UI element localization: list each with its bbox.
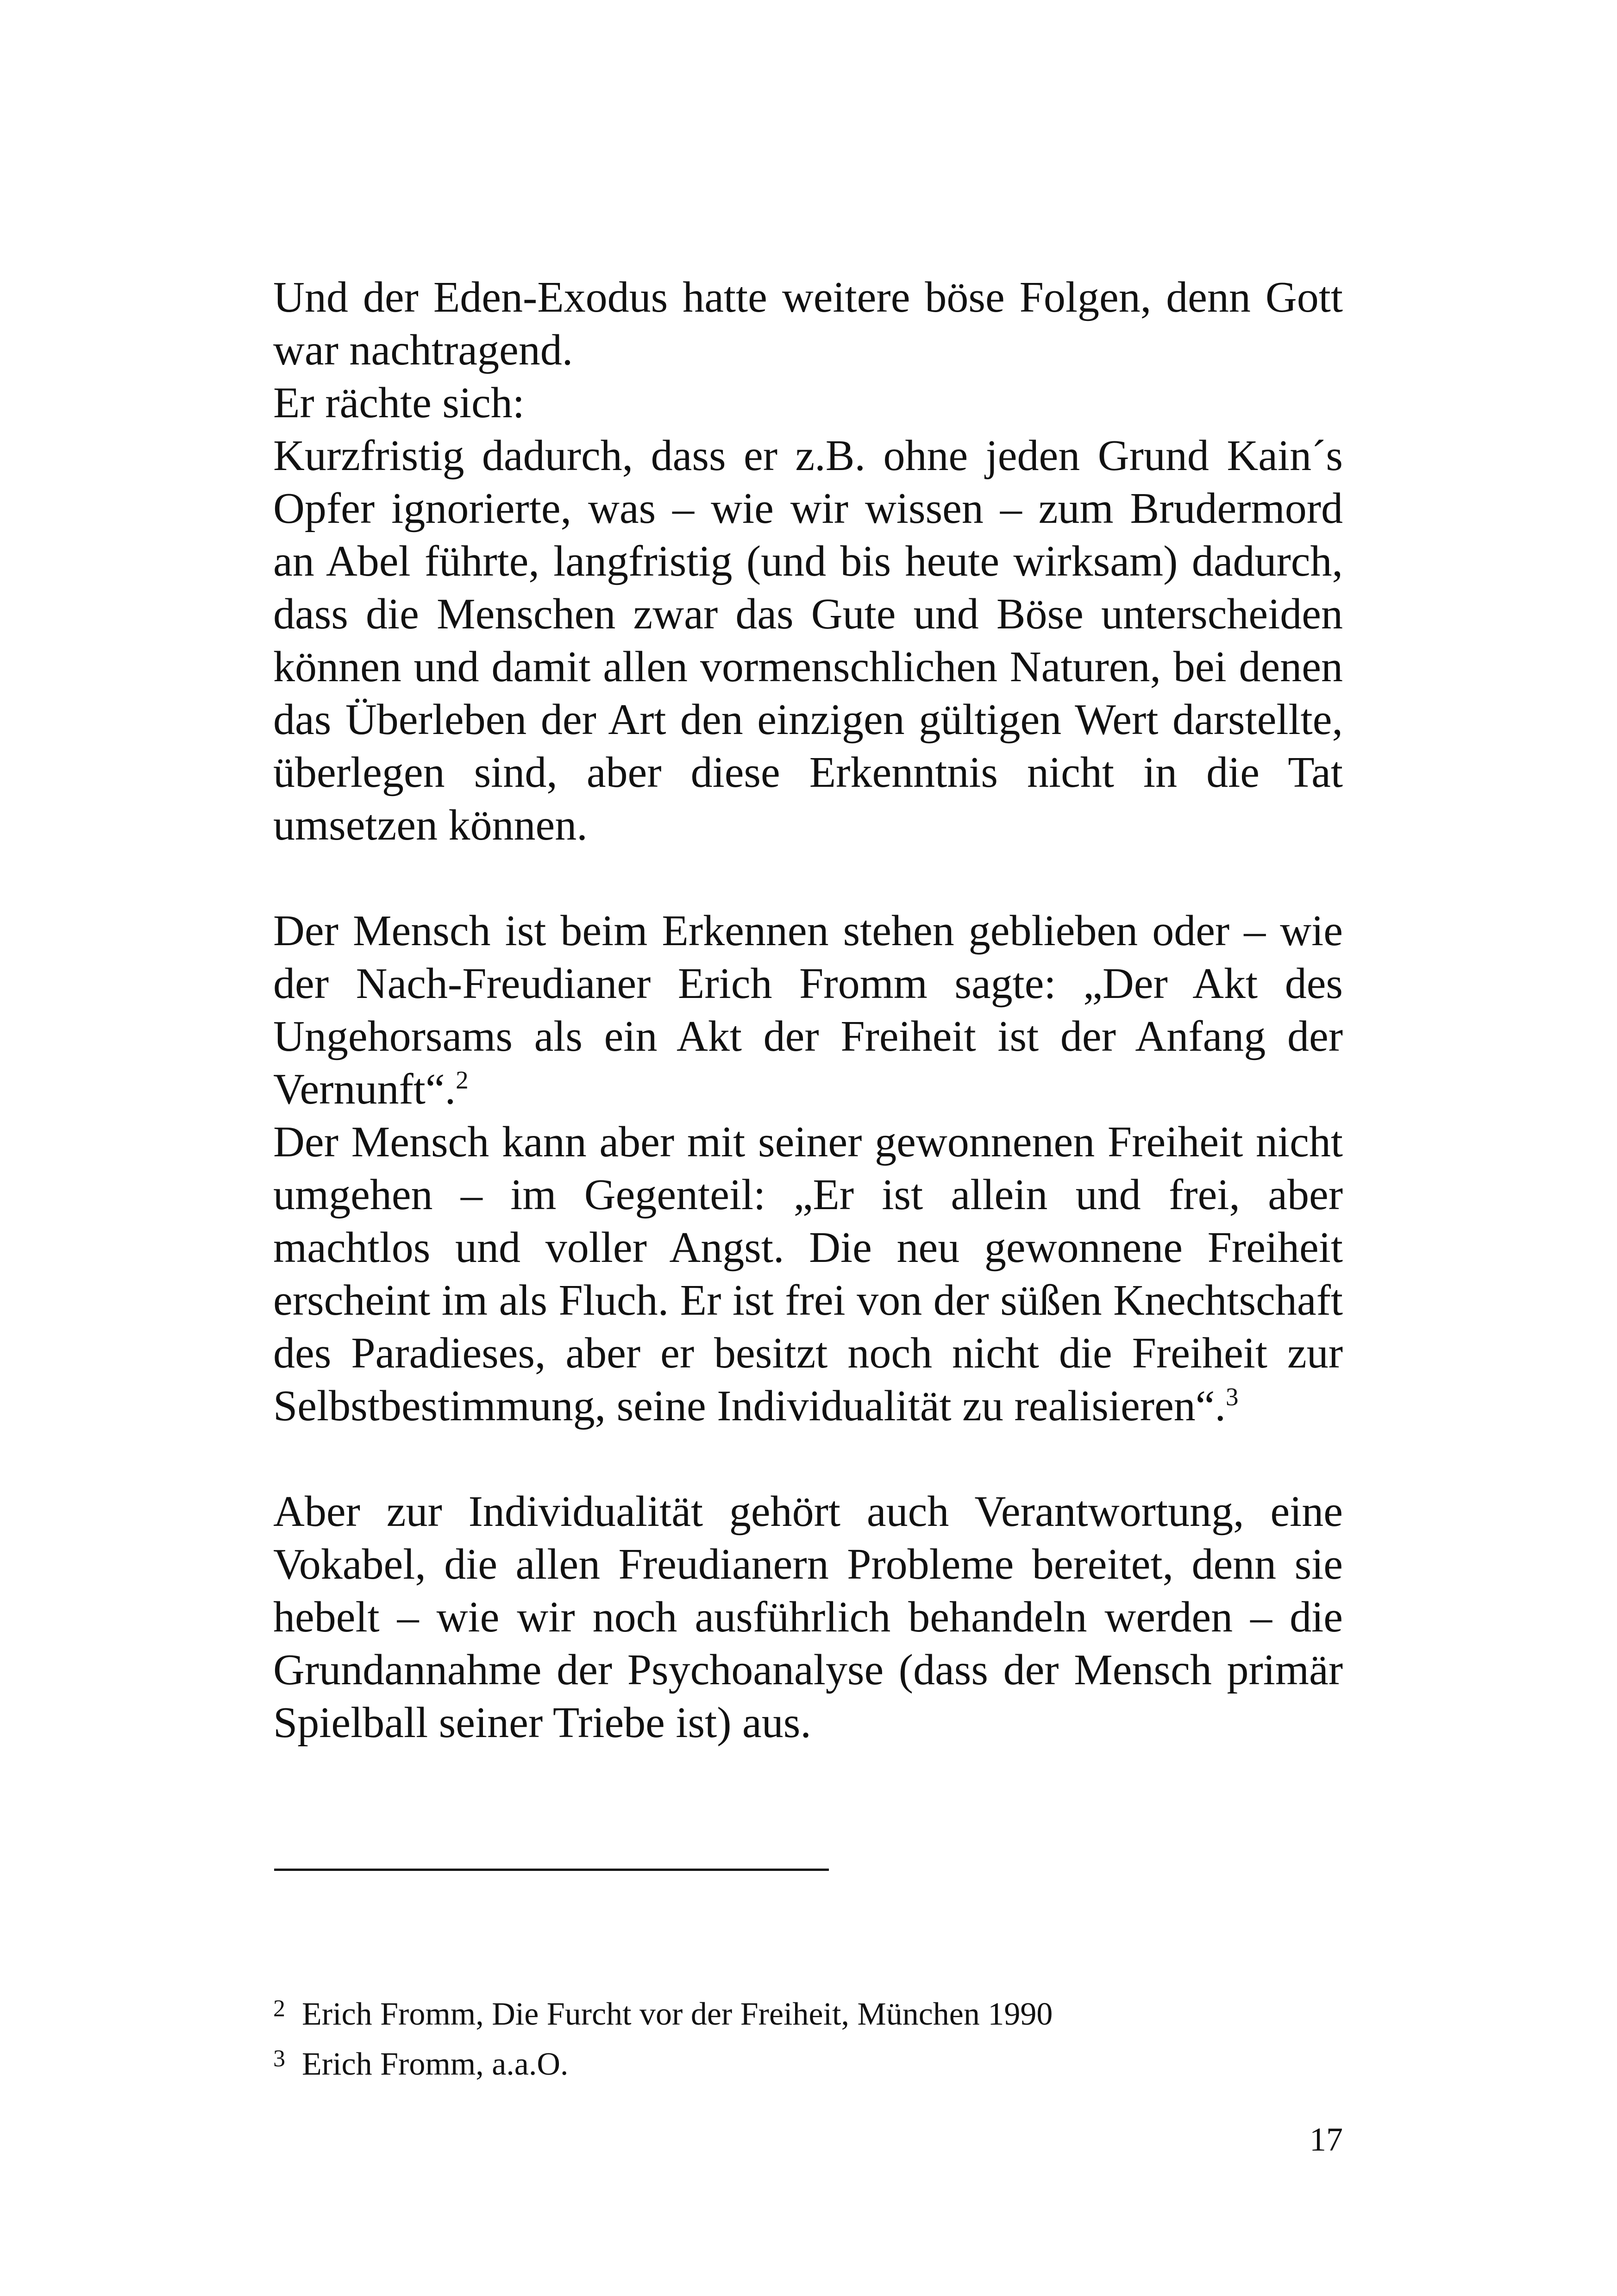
footnote-separator xyxy=(274,1869,829,1871)
paragraph-text: Und der Eden-Exodus hatte weitere böse Folgen, denn Gott war nachtragend. xyxy=(273,273,1343,374)
footnote-reference[interactable]: 3 xyxy=(1226,1382,1239,1411)
paragraph-text: Er rächte sich: xyxy=(273,379,525,427)
paragraph-revenge-intro xyxy=(273,376,1343,429)
body-text xyxy=(273,271,1343,1749)
paragraph-eden-exodus xyxy=(273,271,1343,376)
footnote-text: Erich Fromm, Die Furcht vor der Freiheit, München 1990 xyxy=(302,1996,1053,2032)
paragraph-fromm-quote-2 xyxy=(273,1116,1343,1432)
paragraph-text: Der Mensch ist beim Erkennen stehen geblieben oder – wie der Nach-Freudianer Erich Fromm sagte: „Der Akt des Ungehorsams als ein Akt der Freiheit ist der Anfang der Vernunft“. xyxy=(273,907,1343,1113)
paragraph-responsibility xyxy=(273,1485,1343,1749)
paragraph-text: Kurzfristig dadurch, dass er z.B. ohne jeden Grund Kain´s Opfer ignorierte, was – wie wir wissen – zum Brudermord an Abel führte, langfristig (und bis heute wirksam) dadurch, dass die Menschen zwar das Gute und Böse unterscheiden können und damit allen vormenschlichen Naturen, bei denen das Überleben der Art den einzigen gültigen Wert darstellte, überlegen sind, aber diese Erkenntnis nicht in die Tat umsetzen können. xyxy=(273,432,1343,849)
paragraph-fromm-quote-1 xyxy=(273,904,1343,1116)
footnotes xyxy=(273,1987,1343,2087)
footnote-number: 3 xyxy=(273,2045,285,2072)
page-number: 17 xyxy=(1310,2121,1343,2158)
footnote-number: 2 xyxy=(273,1995,285,2022)
paragraph-text: Der Mensch kann aber mit seiner gewonnenen Freiheit nicht umgehen – im Gegenteil: „Er ist allein und frei, aber machtlos und voller Angst. Die neu gewonnene Freiheit erscheint im als Fluch. Er ist frei von der süßen Knechtschaft des Paradieses, aber er besitzt noch nicht die Freiheit zur Selbstbestimmung, seine Individualität zu realisieren“. xyxy=(273,1118,1343,1430)
footnote-text: Erich Fromm, a.a.O. xyxy=(302,2046,569,2082)
paragraph-short-long-term xyxy=(273,429,1343,852)
paragraph-text: Aber zur Individualität gehört auch Verantwortung, eine Vokabel, die allen Freudianern Probleme bereitet, denn sie hebelt – wie wir noch ausführlich behandeln werden – die Grundannahme der Psychoanalyse (dass der Mensch primär Spielball seiner Triebe ist) aus. xyxy=(273,1487,1343,1747)
footnote-item xyxy=(273,1987,1343,2037)
footnote-reference[interactable]: 2 xyxy=(456,1066,469,1094)
footnote-item xyxy=(273,2037,1343,2087)
